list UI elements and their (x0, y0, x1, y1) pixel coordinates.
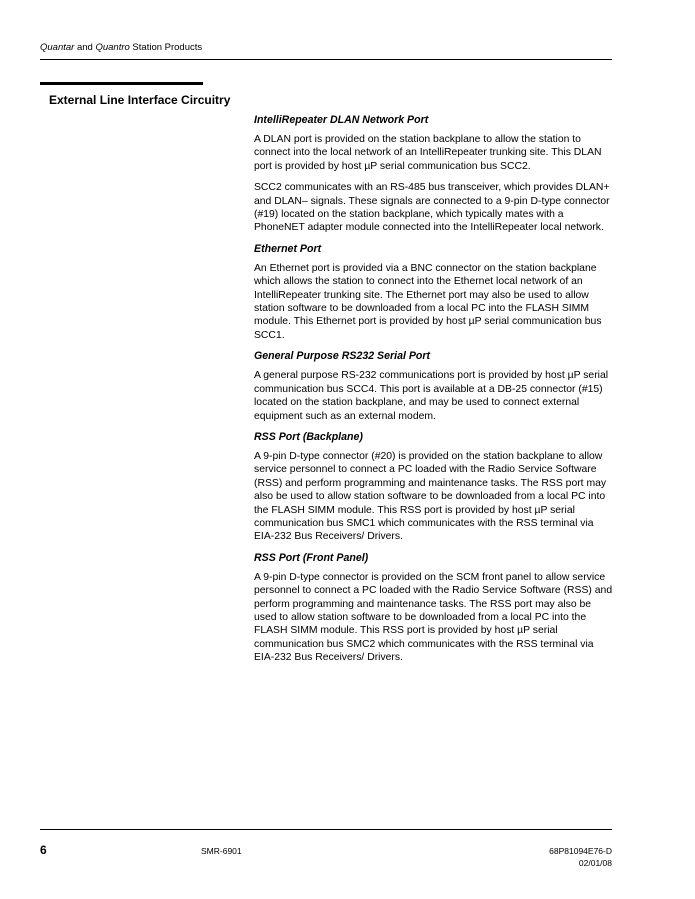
paragraph: An Ethernet port is provided via a BNC connector on the station backplane which allows the station to connect into the Ethernet local network of an IntelliRepeater trunking site. The Ethernet port may also be used to allow station software to be downloaded from a local PC into the FLASH SIMM module. This Ethernet port is provided by host µP serial communication bus SCC1. (254, 262, 602, 341)
subsection-heading: Ethernet Port (254, 242, 322, 255)
paragraph: SCC2 communicates with an RS-485 bus transceiver, which provides DLAN+ and DLAN– signals. These signals are connected to a 9-pin D-type connector (#19) located on the station backplane, which typically mates with a PhoneNET adapter module connected into the IntelliRepeater local network. (254, 182, 610, 234)
subsection-heading: IntelliRepeater DLAN Network Port (254, 114, 429, 126)
subsection-rs232 (254, 350, 614, 423)
subsection-heading: RSS Port (Front Panel) (254, 551, 369, 564)
running-header (40, 42, 202, 53)
subsection-ethernet (254, 243, 614, 342)
subsection-dlan (254, 114, 614, 235)
subsection-heading: General Purpose RS232 Serial Port (254, 350, 431, 363)
header-joiner: and (74, 42, 96, 53)
header-product-1: Quantar (40, 42, 75, 53)
header-suffix: Station Products (129, 42, 203, 53)
section-title: External Line Interface Circuitry (49, 93, 231, 107)
paragraph: A DLAN port is provided on the station backplane to allow the station to connect into the local network of an IntelliRepeater trunking site. This DLAN port is provided by host µP serial communication bus SCC2. (254, 134, 602, 172)
part-number-block (549, 845, 612, 869)
paragraph: A 9-pin D-type connector (#20) is provided on the station backplane to allow service personnel to connect a PC loaded with the Radio Service Software (RSS) and perform programming and maintenance tasks. The RSS port may also be used to allow station software to be downloaded from a local PC into the FLASH SIMM module. This RSS port is provided by host µP serial communication bus SMC1 which communicates with the RSS terminal via EIA-232 Bus Receivers/ Drivers. (254, 450, 607, 543)
footer-divider (40, 829, 612, 830)
page-number: 6 (40, 843, 47, 857)
document-id: SMR-6901 (201, 846, 242, 856)
paragraph: A general purpose RS-232 communications port is provided by host µP serial communication bus SCC4. This port is available at a DB-25 connector (#15) located on the station backplane, and may be used to connect external equipment such as an external modem. (254, 370, 609, 422)
part-number: 68P81094E76-D (549, 846, 612, 856)
section-bar (40, 82, 203, 85)
header-product-2: Quantro (95, 42, 130, 53)
body-content (254, 114, 614, 673)
revision-date: 02/01/08 (578, 858, 612, 868)
paragraph: A 9-pin D-type connector is provided on the SCM front panel to allow service personnel to connect a PC loaded with the Radio Service Software (RSS) and perform programming and maintenance tasks. The RSS port may also be used to allow station software to be downloaded from a local PC into the FLASH SIMM module. This RSS port is provided by host µP serial communication bus SMC2 which communicates with the RSS terminal via EIA-232 Bus Receivers/ Drivers. (254, 571, 613, 664)
header-divider (40, 59, 612, 60)
subsection-heading: RSS Port (Backplane) (254, 430, 363, 443)
subsection-rss-front-panel (254, 552, 614, 665)
subsection-rss-backplane (254, 431, 614, 544)
